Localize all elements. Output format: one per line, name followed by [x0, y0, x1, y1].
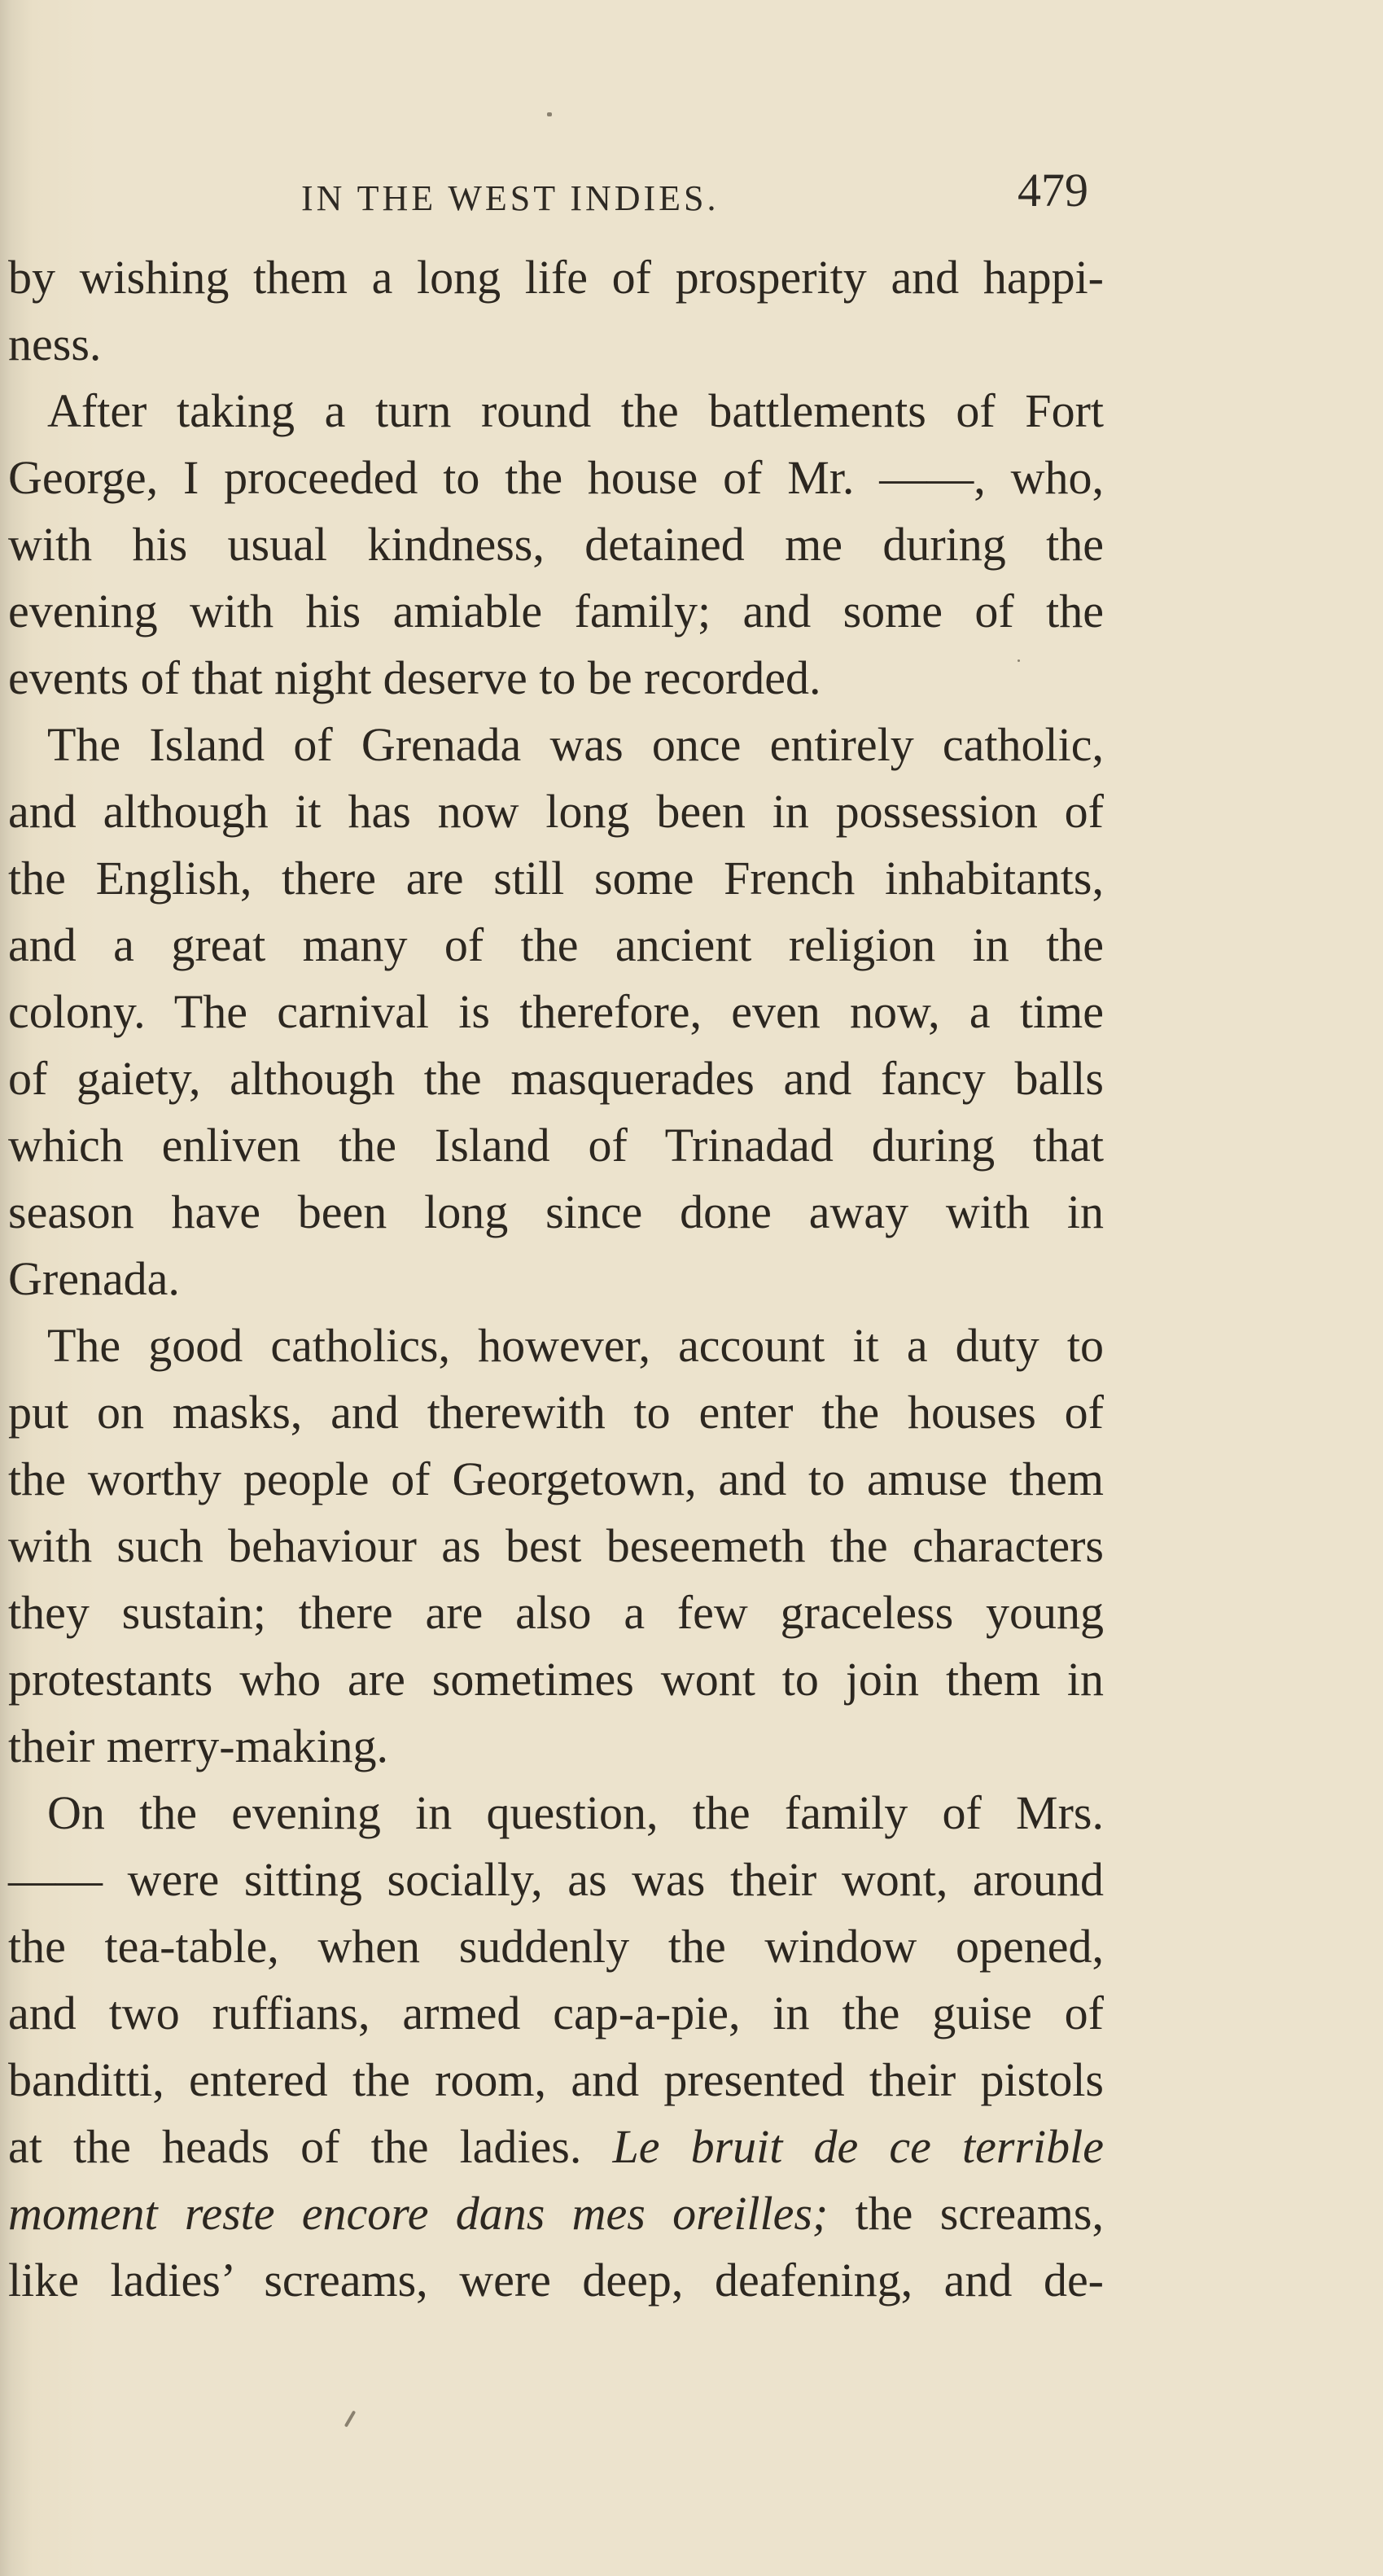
- text-line: the tea-table, when suddenly the window opened,: [8, 1920, 1104, 1973]
- paper-mark: [344, 2410, 356, 2427]
- text-line: —— were sitting socially, as was their wont, around: [8, 1853, 1104, 1906]
- paragraph-start-line: On the evening in question, the family of Mrs.: [47, 1786, 1104, 1839]
- text-line-mixed: [8, 2114, 1104, 2180]
- text-line: the worthy people of Georgetown, and to amuse them: [8, 1452, 1104, 1505]
- text-line: like ladies’ screams, were deep, deafening, and de-: [8, 2254, 1104, 2307]
- text-line: their merry-making.: [8, 1720, 389, 1772]
- text-line: Grenada.: [8, 1252, 180, 1305]
- text-line: colony. The carnival is therefore, even now, a time: [8, 985, 1104, 1038]
- paper-speck: [547, 112, 552, 116]
- italic-french-text: moment reste encore dans mes oreilles;: [8, 2187, 829, 2240]
- text-line: and a great many of the ancient religion in the: [8, 918, 1104, 971]
- text-line: ness.: [8, 318, 102, 370]
- running-head: [0, 163, 1383, 228]
- text-line: put on masks, and therewith to enter the houses of: [8, 1386, 1104, 1439]
- text-line-mixed: [8, 2180, 1104, 2247]
- page-number: 479: [1018, 164, 1088, 217]
- text-line: with his usual kindness, detained me during the: [8, 518, 1104, 571]
- text-line: the English, there are still some French inhabitants,: [8, 852, 1104, 905]
- paragraph-start-line: After taking a turn round the battlements of Fort: [47, 384, 1104, 437]
- paper-speck: [1018, 659, 1020, 662]
- italic-french-text: Le bruit de ce terrible: [612, 2120, 1104, 2173]
- text-line: they sustain; there are also a few graceless young: [8, 1586, 1104, 1639]
- text-line: and two ruffians, armed cap-a-pie, in the guise of: [8, 1987, 1104, 2039]
- text-line: by wishing them a long life of prosperity and happi-: [8, 251, 1104, 304]
- text-line: which enliven the Island of Trinadad during that: [8, 1119, 1104, 1172]
- text-line: and although it has now long been in possession of: [8, 785, 1104, 838]
- paragraph-start-line: The good catholics, however, account it a duty to: [47, 1319, 1104, 1372]
- text-line: season have been long since done away with in: [8, 1185, 1104, 1238]
- paragraph-start-line: The Island of Grenada was once entirely catholic,: [47, 718, 1104, 771]
- text-line: events of that night deserve to be recorded.: [8, 651, 821, 704]
- running-title: IN THE WEST INDIES.: [301, 178, 720, 218]
- text-line: with such behaviour as best beseemeth the characters: [8, 1519, 1104, 1572]
- text-line: banditti, entered the room, and presented their pistols: [8, 2053, 1104, 2106]
- text-line: evening with his amiable family; and some of the: [8, 585, 1104, 637]
- roman-text: the screams,: [828, 2187, 1104, 2240]
- roman-text: at the heads of the ladies.: [8, 2120, 613, 2173]
- text-line: of gaiety, although the masquerades and fancy balls: [8, 1052, 1104, 1105]
- text-line: protestants who are sometimes wont to join them in: [8, 1653, 1104, 1706]
- text-line: George, I proceeded to the house of Mr. ——, who,: [8, 451, 1104, 504]
- body-text: [0, 244, 1383, 2345]
